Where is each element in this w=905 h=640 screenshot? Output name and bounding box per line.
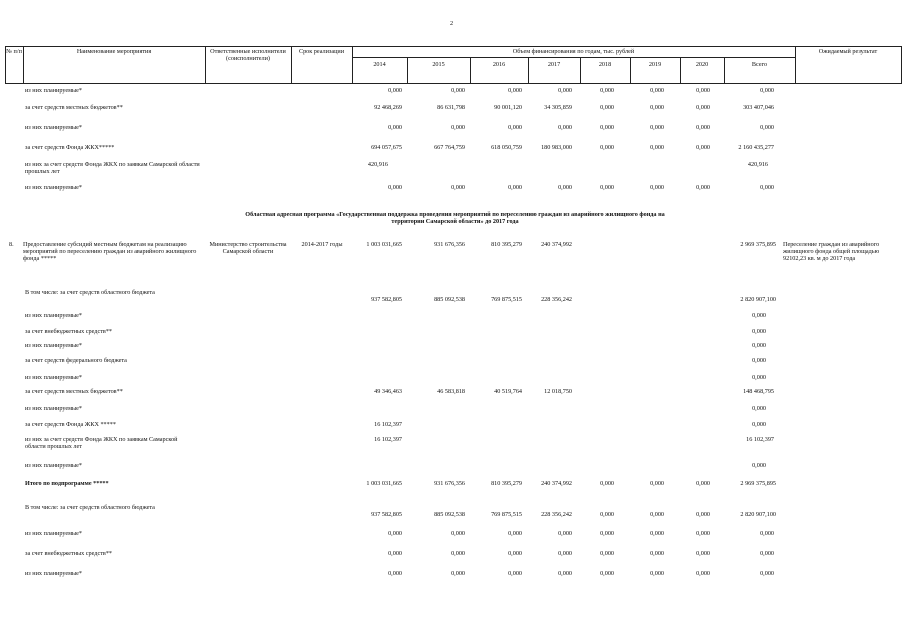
row-value: 0,000 [600, 144, 614, 151]
row-value: 0,000 [558, 550, 572, 557]
row-label: из них планируемые* [25, 570, 83, 577]
row-value: 2 820 907,100 [740, 296, 776, 303]
row-value: 49 346,463 [374, 388, 402, 395]
row-label: из них за счет средств Фонда ЖКХ по заявкам Самарской области прошлых лет [25, 161, 200, 175]
row-value: 420,916 [747, 161, 768, 168]
item-term: 2014-2017 годы [301, 241, 343, 248]
row-value: 228 356,242 [541, 511, 572, 518]
row-value: 34 305,859 [544, 104, 572, 111]
row-value: 0,000 [558, 124, 572, 131]
row-value: 240 374,992 [541, 241, 572, 248]
row-value: 0,000 [650, 511, 664, 518]
row-value: 0,000 [752, 374, 766, 381]
row-value: 0,000 [696, 550, 710, 557]
row-label: из них планируемые* [25, 374, 83, 381]
row-value: 618 050,759 [491, 144, 522, 151]
row-value: 16 102,397 [374, 421, 402, 428]
row-value: 1 003 031,665 [366, 241, 402, 248]
row-label: из них планируемые* [25, 124, 83, 131]
row-value: 16 102,397 [374, 436, 402, 443]
row-value: 2 969 375,895 [740, 480, 776, 487]
row-label: из них планируемые* [25, 312, 83, 319]
item-number: 8. [9, 241, 14, 248]
row-value: 0,000 [600, 87, 614, 94]
header-year: 2019 [648, 61, 662, 68]
row-label: из них планируемые* [25, 530, 83, 537]
header-year: 2017 [547, 61, 561, 68]
row-value: 0,000 [696, 104, 710, 111]
header-num: № п/п [6, 48, 22, 55]
col-line [901, 46, 902, 83]
row-label: Итого по подпрограмме ***** [25, 480, 109, 487]
row-value: 86 631,798 [437, 104, 465, 111]
row-value: 0,000 [451, 570, 465, 577]
row-value: 694 057,675 [371, 144, 402, 151]
row-value: 0,000 [650, 104, 664, 111]
row-value: 0,000 [451, 184, 465, 191]
row-value: 810 395,279 [491, 241, 522, 248]
row-value: 0,000 [508, 87, 522, 94]
row-label: из них за счет средств Фонда ЖКХ по заявкам Самарской области прошлых лет [25, 436, 178, 450]
table-volume-divider [352, 57, 795, 58]
table-top-border [5, 46, 902, 47]
row-value: 0,000 [451, 550, 465, 557]
row-value: 0,000 [558, 184, 572, 191]
row-label: В том числе: за счет средств областного бюджета [25, 504, 155, 511]
row-value: 240 374,992 [541, 480, 572, 487]
header-year-total: Всего [751, 61, 768, 68]
row-value: 0,000 [650, 570, 664, 577]
row-value: 0,000 [508, 184, 522, 191]
row-label: за счет средств местных бюджетов** [25, 388, 123, 395]
row-value: 931 676,356 [434, 241, 465, 248]
row-value: 937 582,805 [371, 296, 402, 303]
row-label: из них планируемые* [25, 462, 83, 469]
row-value: 0,000 [600, 124, 614, 131]
row-value: 0,000 [760, 550, 774, 557]
row-label: за счет средств Фонда ЖКХ***** [25, 144, 115, 151]
row-value: 0,000 [650, 550, 664, 557]
row-value: 0,000 [752, 328, 766, 335]
item-result: Переселение граждан из аварийного жилищного фонда общей площадью 92102,23 кв. м до 2017 года [783, 241, 880, 262]
row-value: 0,000 [650, 124, 664, 131]
row-value: 0,000 [650, 144, 664, 151]
row-value: 92 468,269 [374, 104, 402, 111]
row-value: 885 092,538 [434, 511, 465, 518]
row-label: за счет внебюджетных средств** [25, 328, 113, 335]
row-value: 0,000 [696, 184, 710, 191]
header-volume: Объем финансирования по годам, тыс. рублей [512, 48, 635, 55]
row-value: 46 583,818 [437, 388, 465, 395]
row-value: 769 875,515 [491, 511, 522, 518]
row-value: 0,000 [760, 530, 774, 537]
row-value: 0,000 [752, 421, 766, 428]
row-value: 769 875,515 [491, 296, 522, 303]
section-title: Областная адресная программа «Государственная поддержка проведения мероприятий по переселению граждан из аварийного жилищного фонда на территории Самарской области» до 2017 года [245, 211, 665, 225]
row-value: 0,000 [650, 184, 664, 191]
row-value: 0,000 [760, 87, 774, 94]
row-value: 0,000 [696, 480, 710, 487]
row-value: 2 820 907,100 [740, 511, 776, 518]
row-value: 2 160 435,277 [738, 144, 774, 151]
row-label: из них планируемые* [25, 405, 83, 412]
row-value: 0,000 [388, 570, 402, 577]
header-year: 2016 [492, 61, 506, 68]
row-value: 0,000 [600, 184, 614, 191]
row-label: из них планируемые* [25, 184, 83, 191]
row-value: 0,000 [650, 87, 664, 94]
header-year: 2014 [373, 61, 386, 68]
row-value: 931 676,356 [434, 480, 465, 487]
header-year: 2015 [432, 61, 445, 68]
row-value: 0,000 [388, 530, 402, 537]
row-value: 0,000 [388, 550, 402, 557]
item-name: Предоставление субсидий местным бюджетам на реализацию мероприятий по переселению граждан из аварийного жилищного фонда ***** [23, 241, 197, 262]
header-year: 2020 [695, 61, 709, 68]
row-value: 0,000 [696, 124, 710, 131]
row-value: 148 468,795 [743, 388, 774, 395]
row-value: 0,000 [388, 124, 402, 131]
row-value: 937 582,805 [371, 511, 402, 518]
row-value: 0,000 [696, 570, 710, 577]
row-value: 0,000 [600, 530, 614, 537]
row-value: 0,000 [760, 570, 774, 577]
row-label: из них планируемые* [25, 87, 83, 94]
row-value: 0,000 [760, 184, 774, 191]
header-result: Ожидаемый результат [818, 48, 878, 55]
row-value: 0,000 [696, 87, 710, 94]
row-value: 90 001,120 [494, 104, 522, 111]
row-value: 0,000 [696, 511, 710, 518]
row-value: 0,000 [600, 511, 614, 518]
row-value: 180 983,000 [541, 144, 572, 151]
row-value: 0,000 [508, 530, 522, 537]
row-value: 2 969 375,895 [740, 241, 776, 248]
row-value: 0,000 [451, 87, 465, 94]
row-value: 303 407,046 [743, 104, 774, 111]
row-value: 16 102,397 [746, 436, 774, 443]
row-value: 0,000 [600, 104, 614, 111]
row-value: 0,000 [650, 480, 664, 487]
row-value: 667 764,759 [434, 144, 465, 151]
header-responsible: Ответственные исполнители (соисполнители) [210, 48, 286, 62]
row-value: 1 003 031,665 [366, 480, 402, 487]
header-year: 2018 [598, 61, 612, 68]
row-value: 0,000 [650, 530, 664, 537]
row-label: за счет средств местных бюджетов** [25, 104, 123, 111]
row-value: 420,916 [367, 161, 388, 168]
table-header-bottom-border [5, 83, 902, 84]
row-value: 0,000 [558, 570, 572, 577]
row-value: 0,000 [696, 530, 710, 537]
row-value: 0,000 [752, 312, 766, 319]
row-value: 0,000 [558, 87, 572, 94]
row-value: 0,000 [388, 87, 402, 94]
row-value: 810 395,279 [491, 480, 522, 487]
row-value: 0,000 [600, 570, 614, 577]
col-line [205, 46, 206, 83]
row-value: 0,000 [752, 357, 766, 364]
row-value: 40 519,764 [494, 388, 522, 395]
row-value: 0,000 [558, 530, 572, 537]
row-value: 0,000 [451, 530, 465, 537]
row-label: за счет средств федерального бюджета [25, 357, 127, 364]
row-value: 0,000 [752, 342, 766, 349]
row-value: 0,000 [696, 144, 710, 151]
row-label: из них планируемые* [25, 342, 83, 349]
row-label: В том числе: за счет средств областного бюджета [25, 289, 155, 296]
row-value: 228 356,242 [541, 296, 572, 303]
row-value: 0,000 [752, 405, 766, 412]
row-value: 0,000 [508, 550, 522, 557]
row-value: 0,000 [752, 462, 766, 469]
row-value: 0,000 [600, 550, 614, 557]
row-value: 0,000 [600, 480, 614, 487]
row-value: 0,000 [508, 570, 522, 577]
row-value: 12 018,750 [544, 388, 572, 395]
row-label: за счет средств Фонда ЖКХ ***** [25, 421, 116, 428]
item-responsible: Министерство строительства Самарской области [209, 241, 287, 255]
row-label: за счет внебюджетных средств** [25, 550, 113, 557]
page-number: 2 [450, 20, 454, 27]
row-value: 0,000 [388, 184, 402, 191]
header-name: Наименование мероприятия [76, 48, 152, 55]
row-value: 0,000 [760, 124, 774, 131]
header-term: Срок реализации [298, 48, 345, 55]
row-value: 885 092,538 [434, 296, 465, 303]
row-value: 0,000 [451, 124, 465, 131]
row-value: 0,000 [508, 124, 522, 131]
